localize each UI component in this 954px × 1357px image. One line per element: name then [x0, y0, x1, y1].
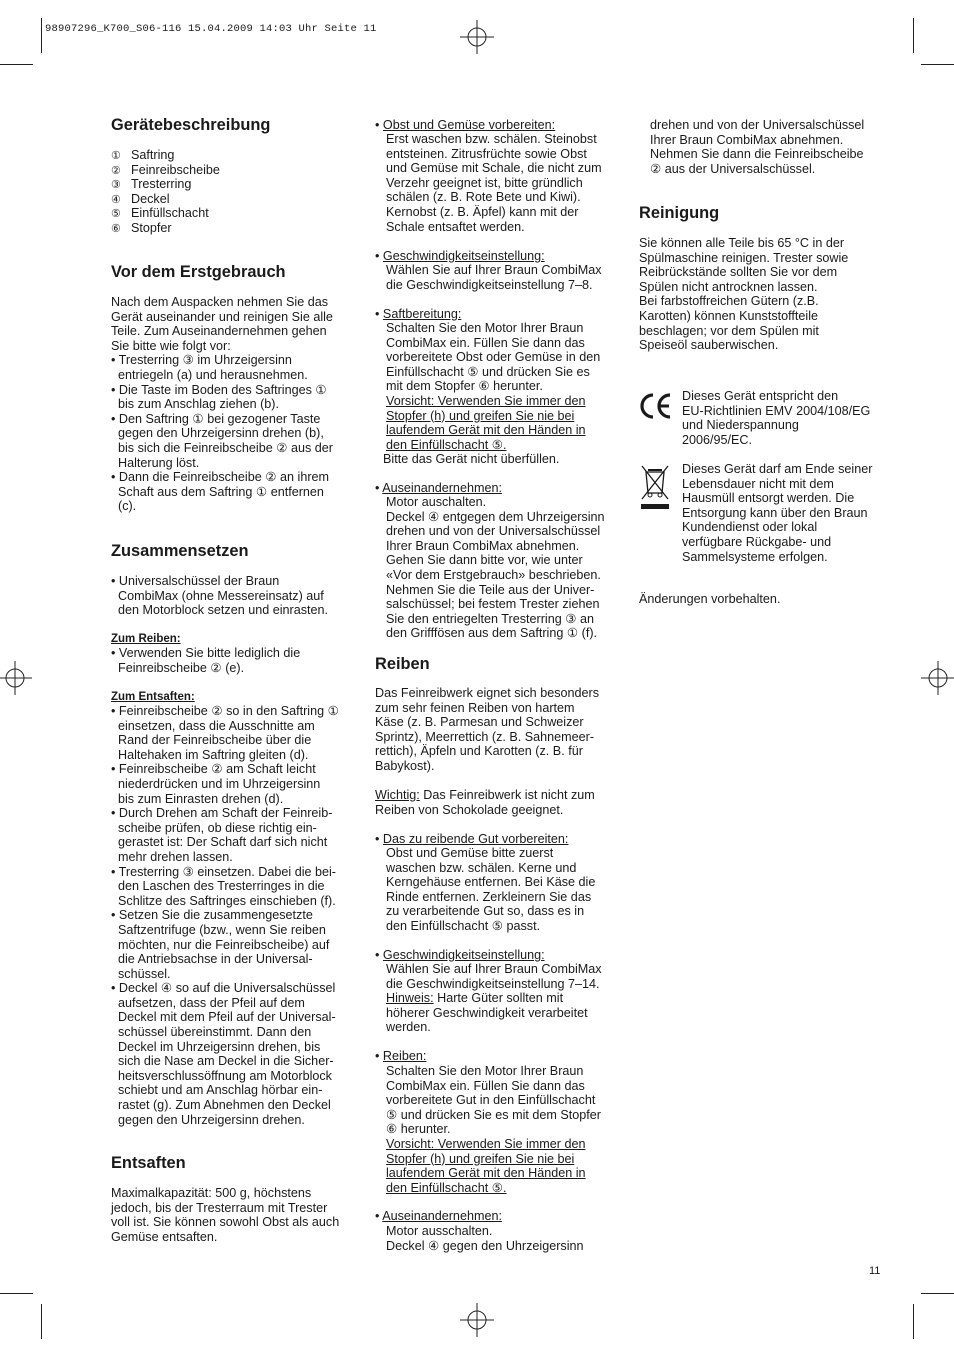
text-line: Schalten Sie den Motor Ihrer Braun [386, 321, 584, 335]
text-line: Kundendienst oder lokal [682, 520, 818, 535]
text-line: Gemüse entsaften. [111, 1229, 218, 1244]
text-line: entsteinen. Zitrusfrüchte sowie Obst [386, 146, 587, 161]
text-line: • Durch Drehen am Schaft der Feinreib- [111, 806, 333, 821]
text-line: 2006/95/EC. [682, 432, 753, 447]
crop-mark [0, 1293, 33, 1294]
text-line: vorbereitete Obst oder Gemüse in den [386, 350, 601, 365]
text-line: Sie bitte wie folgt vor: [111, 338, 231, 353]
heading-reinigung: Reinigung [639, 204, 720, 222]
text-line: Spülen nicht antrocknen lassen. [639, 279, 818, 294]
section-obst-gemuese: • Obst und Gemüse vorbereiten: [375, 118, 556, 132]
text-line: bis zum Anschlag ziehen (b). [111, 397, 279, 412]
crop-mark [913, 18, 914, 53]
text-line: aufsetzen, dass der Pfeil auf dem [111, 995, 305, 1010]
list-item: ⑤ Einfüllschacht [111, 206, 209, 221]
text-line: (c). [111, 499, 137, 514]
text-block [682, 462, 872, 564]
text-block [386, 321, 600, 394]
registration-mark-icon [921, 661, 954, 695]
text-line: laufendem Gerät mit den Händen in [386, 423, 586, 438]
text-line: Hausmüll entsorgt werden. Die [682, 491, 855, 506]
text-line: Deckel ④ entgegen dem Uhrzeigersinn [386, 509, 605, 524]
text-line: Bei farbstoffreichen Gütern (z.B. [639, 294, 819, 309]
text-line: CombiMax ein. Füllen Sie dann das [386, 335, 585, 350]
hinweis-note: Hinweis: Harte Güter sollten mit höherer Geschwindigkeit verarbeitet werden. [386, 991, 588, 1035]
text-line: den Grifffösen aus dem Saftring ① (f). [386, 626, 598, 641]
section-auseinandernehmen-2: • Auseinandernehmen: [375, 1209, 502, 1223]
text-line: Lebensdauer nicht mit dem [682, 476, 834, 491]
text-block [639, 236, 848, 353]
text-line: Maximalkapazität: 500 g, höchstens [111, 1186, 312, 1200]
text-line: Deckel mit dem Pfeil auf der Universal- [111, 1010, 336, 1025]
text-line: «Vor dem Erstgebrauch» beschrieben. [386, 567, 601, 582]
text-line: gegen den Uhrzeigersinn drehen (b), [111, 426, 324, 441]
text-line: Käse (z. B. Parmesan und Schweizer [375, 715, 584, 730]
text-line: einsetzen, dass die Ausschnitte am [111, 718, 315, 733]
text-line: • Die Taste im Boden des Saftringes ① [111, 382, 327, 397]
text-line: • Universalschüssel der Braun [111, 574, 280, 588]
heading-zusammensetzen: Zusammensetzen [111, 542, 249, 560]
text-line: • Deckel ④ so auf die Universalschüssel [111, 981, 336, 996]
text-line: • Tresterring ③ einsetzen. Dabei die bei- [111, 864, 337, 879]
text-line: ② aus der Universalschüssel. [650, 161, 816, 176]
heading-entsaften: Entsaften [111, 1154, 186, 1172]
text-block [111, 1186, 339, 1244]
text-line: den Laschen des Tresterringes in die [111, 879, 325, 894]
text-line: waschen bzw. schälen. Kerne und [386, 860, 577, 875]
text-line: gegen den Uhrzeigersinn drehen. [111, 1112, 305, 1127]
text-line: Deckel im Uhrzeigersinn drehen, bis [111, 1039, 321, 1054]
text-line: Schlitze des Saftringes einschieben (f). [111, 893, 336, 908]
text-line: • Setzen Sie die zusammengesetzte [111, 908, 313, 923]
text-line: Stopfer (h) und greifen Sie nie bei [386, 1151, 575, 1166]
text-line: Verzehr geeignet ist, bitte gründlich [386, 175, 583, 190]
crop-mark [921, 1293, 954, 1294]
heading-vor-dem-erstgebrauch: Vor dem Erstgebrauch [111, 263, 286, 281]
text-line: niederdrücken und im Uhrzeigersinn [111, 776, 321, 791]
text-line: CombiMax ein. Füllen Sie dann das [386, 1078, 585, 1093]
text-line: die Geschwindigkeitseinstellung 7–14. [386, 976, 600, 991]
text-line: • Tresterring ③ im Uhrzeigersinn [111, 353, 292, 368]
print-slug: 98907296_K700_S06-116 15.04.2009 14:03 Uhr Seite 11 [45, 23, 377, 35]
text-line: Teile. Zum Auseinandernehmen gehen [111, 324, 327, 339]
text-line: Motor auschalten. [386, 495, 487, 509]
text-line: Ihrer Braun CombiMax abnehmen. [650, 132, 844, 147]
crossed-bin-icon [640, 463, 670, 513]
text-line: Vorsicht: Verwenden Sie immer den [386, 1137, 586, 1151]
wichtig-note: Wichtig: Das Feinreibwerk ist nicht zum Reiben von Schokolade geeignet. [375, 788, 595, 817]
text-line: Ihrer Braun CombiMax abnehmen. [386, 538, 580, 553]
text-line: Das Feinreibwerk eignet sich besonders [375, 686, 600, 700]
list-item: ④ Deckel [111, 191, 170, 206]
text-line: • Feinreibscheibe ② so in den Saftring ① [111, 704, 339, 718]
section-gut-vorbereiten: • Das zu reibende Gut vorbereiten: [375, 832, 569, 846]
list-item: ② Feinreibscheibe [111, 162, 220, 177]
text-line: Kernobst (z. B. Äpfel) kann mit der [386, 204, 579, 219]
section-geschwindigkeit-1: • Geschwindigkeitseinstellung: [375, 249, 545, 263]
section-geschwindigkeit-2: • Geschwindigkeitseinstellung: [375, 948, 545, 962]
text-line: den Motorblock setzen und einrasten. [111, 603, 329, 618]
text-line: • Dann die Feinreibscheibe ② an ihrem [111, 470, 330, 485]
text-line: Vorsicht: Verwenden Sie immer den [386, 394, 586, 408]
text-line: Obst und Gemüse bitte zuerst [386, 846, 554, 860]
text-block [386, 495, 605, 641]
page-number: 11 [869, 1265, 881, 1277]
text-line: drehen und von der Universalschüssel [650, 118, 865, 132]
text-line: Schale entsaftet werden. [386, 219, 525, 234]
text-line: Spülmaschine reinigen. Trester sowie [639, 250, 849, 265]
text-line: EU-Richtlinien EMV 2004/108/EG [682, 403, 871, 418]
text-line: Dieses Gerät entspricht den [682, 389, 839, 403]
text-line: Kerngehäuse entfernen. Bei Käse die [386, 875, 596, 890]
text-block [111, 646, 300, 675]
text-line: die Antriebsachse in der Universal- [111, 952, 313, 967]
text-line: entriegeln (a) und herausnehmen. [111, 367, 308, 382]
parts-list [111, 148, 220, 236]
registration-mark-icon [460, 20, 494, 54]
text-block [386, 132, 602, 234]
text-line: Schalten Sie den Motor Ihrer Braun [386, 1064, 584, 1078]
list-item: ③ Tresterring [111, 177, 192, 192]
text-line: Erst waschen bzw. schälen. Steinobst [386, 132, 597, 146]
text-line: Entsorgung kann über den Braun [682, 505, 868, 520]
text-line: scheibe prüfen, ob diese richtig ein- [111, 820, 317, 835]
text-line: den Einfüllschacht ⑤ passt. [386, 918, 541, 933]
crop-mark [921, 64, 954, 65]
text-line: Speiseöl sauberwischen. [639, 338, 779, 353]
warning-text [386, 1137, 586, 1195]
text-line: Sprintz), Meerrettich (z. B. Sahnemeer- [375, 729, 595, 744]
warning-text [386, 394, 586, 452]
text-line: bis sich die Feinreibscheibe ② aus der [111, 440, 333, 455]
subheading-zum-reiben: Zum Reiben: [111, 633, 181, 645]
registration-mark-icon [460, 1303, 494, 1337]
text-line: vorbereitete Gut in den Einfüllschacht [386, 1093, 596, 1108]
text-line: schiebt und am Anschlag hörbar ein- [111, 1083, 323, 1098]
crop-mark [0, 64, 33, 65]
text-line: zu verarbeitende Gut so, dass es in [386, 904, 585, 919]
text-line: heitsverschlussöffnung am Motorblock [111, 1068, 332, 1083]
text-block [375, 686, 599, 774]
text-block [386, 1224, 584, 1253]
section-auseinandernehmen-1: • Auseinandernehmen: [375, 481, 502, 495]
text-line: Karotten) können Kunststoffteile [639, 308, 818, 323]
section-saftbereitung: • Saftbereitung: [375, 307, 462, 321]
text-line: den Einfüllschacht ⑤. [386, 437, 507, 452]
text-line: Sie können alle Teile bis 65 °C in der [639, 236, 845, 250]
text-line: • Den Saftring ① bei gezogener Taste [111, 411, 321, 426]
text-line: den Einfüllschacht ⑤. [386, 1180, 507, 1195]
text-line: Dieses Gerät darf am Ende seiner [682, 462, 873, 476]
text-line: Feinreibscheibe ② (e). [111, 660, 245, 675]
text-block [111, 574, 328, 618]
text-line: schälen (z. B. Rote Bete und Kiwi). [386, 190, 581, 205]
crop-mark [41, 18, 42, 53]
text-line: CombiMax (ohne Messereinsatz) auf [111, 588, 324, 603]
text-line: Gehen Sie dann bitte vor, wie unter [386, 553, 583, 568]
text-line: Rinde entfernen. Zerkleinern Sie das [386, 889, 592, 904]
text-block [386, 263, 602, 292]
text-line: schüssel. [111, 966, 171, 981]
text-line: ⑥ herunter. [386, 1122, 451, 1137]
text-line: und Niederspannung [682, 418, 799, 433]
text-line: Rand der Feinreibscheibe über die [111, 733, 312, 748]
text-line: Einfüllschacht ⑤ und drücken Sie es [386, 364, 590, 379]
text-line: gerastet ist: Der Schaft darf sich nicht [111, 835, 328, 850]
text-line: Stopfer (h) und greifen Sie nie bei [386, 408, 575, 423]
text-line: zum sehr feinen Reiben von hartem [375, 700, 575, 715]
text-line: verfügbare Rückgabe- und [682, 534, 832, 549]
text-line: laufendem Gerät mit den Händen in [386, 1166, 586, 1181]
list-item: ⑥ Stopfer [111, 220, 172, 235]
text-line: drehen und von der Universalschüssel [386, 524, 601, 539]
text-line: salschüssel; bei festem Trester ziehen [386, 597, 600, 612]
text-line: Halterung löst. [111, 455, 200, 470]
text-block [386, 962, 602, 991]
text-line: Reibrückstände sollten Sie vor dem [639, 265, 838, 280]
text-block [386, 846, 595, 934]
section-reiben: • Reiben: [375, 1049, 427, 1063]
text-line: die Geschwindigkeitseinstellung 7–8. [386, 277, 593, 292]
text-line: Saftzentrifuge (bzw., wenn Sie reiben [111, 922, 326, 937]
text-line: Nehmen Sie die Teile aus der Univer- [386, 582, 595, 597]
text-line: Wählen Sie auf Ihrer Braun CombiMax [386, 962, 602, 976]
text-line: Bitte das Gerät nicht überfüllen. [383, 452, 560, 466]
text-line: Wählen Sie auf Ihrer Braun CombiMax [386, 263, 602, 277]
text-line: Gerät auseinander und reinigen Sie alle [111, 309, 333, 324]
text-line: Nach dem Auspacken nehmen Sie das [111, 295, 329, 309]
text-line: schüssel übereinstimmt. Dann den [111, 1025, 312, 1040]
subheading-zum-entsaften: Zum Entsaften: [111, 691, 195, 703]
text-line: beschlagen; vor dem Spülen mit [639, 323, 819, 338]
text-line: und Gemüse mit Schale, die nicht zum [386, 161, 602, 176]
text-line: Sammelsysteme erfolgen. [682, 549, 828, 564]
crop-mark [913, 1304, 914, 1339]
text-line: rettich), Äpfeln und Karotten (z. B. für [375, 744, 583, 759]
text-line: • Feinreibscheibe ② am Schaft leicht [111, 762, 316, 777]
text-line: Motor ausschalten. [386, 1224, 493, 1238]
crop-mark [41, 1304, 42, 1339]
text-line: Nehmen Sie dann die Feinreibscheibe [650, 147, 864, 162]
text-line: rastet (g). Zum Abnehmen den Deckel [111, 1098, 331, 1113]
text-line: mit dem Stopfer ⑥ herunter. [386, 379, 543, 394]
text-block [111, 295, 333, 514]
text-block [682, 389, 870, 447]
text-line: Haltehaken im Saftring gleiten (d). [111, 747, 309, 762]
text-block [650, 118, 864, 176]
text-block [111, 704, 339, 1127]
text-line: mehr drehen lassen. [111, 849, 233, 864]
text-line: bis zum Einrasten drehen (d). [111, 791, 284, 806]
text-line: voll ist. Sie können sowohl Obst als auch [111, 1215, 340, 1230]
list-item: ① Saftring [111, 148, 175, 162]
text-line: ⑤ und drücken Sie es mit dem Stopfer [386, 1107, 601, 1122]
text-block [386, 1064, 601, 1137]
heading-geraetebeschreibung: Gerätebeschreibung [111, 116, 271, 134]
registration-mark-icon [0, 661, 32, 695]
aenderungen-note: Änderungen vorbehalten. [639, 592, 781, 606]
text-line: Sie den entriegelten Tresterring ③ an [386, 611, 595, 626]
text-line: Deckel ④ gegen den Uhrzeigersinn [386, 1238, 584, 1253]
heading-reiben: Reiben [375, 655, 430, 673]
text-line: Schaft aus dem Saftring ① entfernen [111, 484, 324, 499]
text-line: möchten, nur die Feinreibscheibe) auf [111, 937, 330, 952]
text-line: sich die Nase am Deckel in die Sicher- [111, 1054, 334, 1069]
ce-mark-icon [639, 392, 673, 420]
text-line: jedoch, bis der Tresterraum mit Trester [111, 1200, 328, 1215]
text-line: • Verwenden Sie bitte lediglich die [111, 646, 301, 660]
text-line: Babykost). [375, 758, 435, 773]
